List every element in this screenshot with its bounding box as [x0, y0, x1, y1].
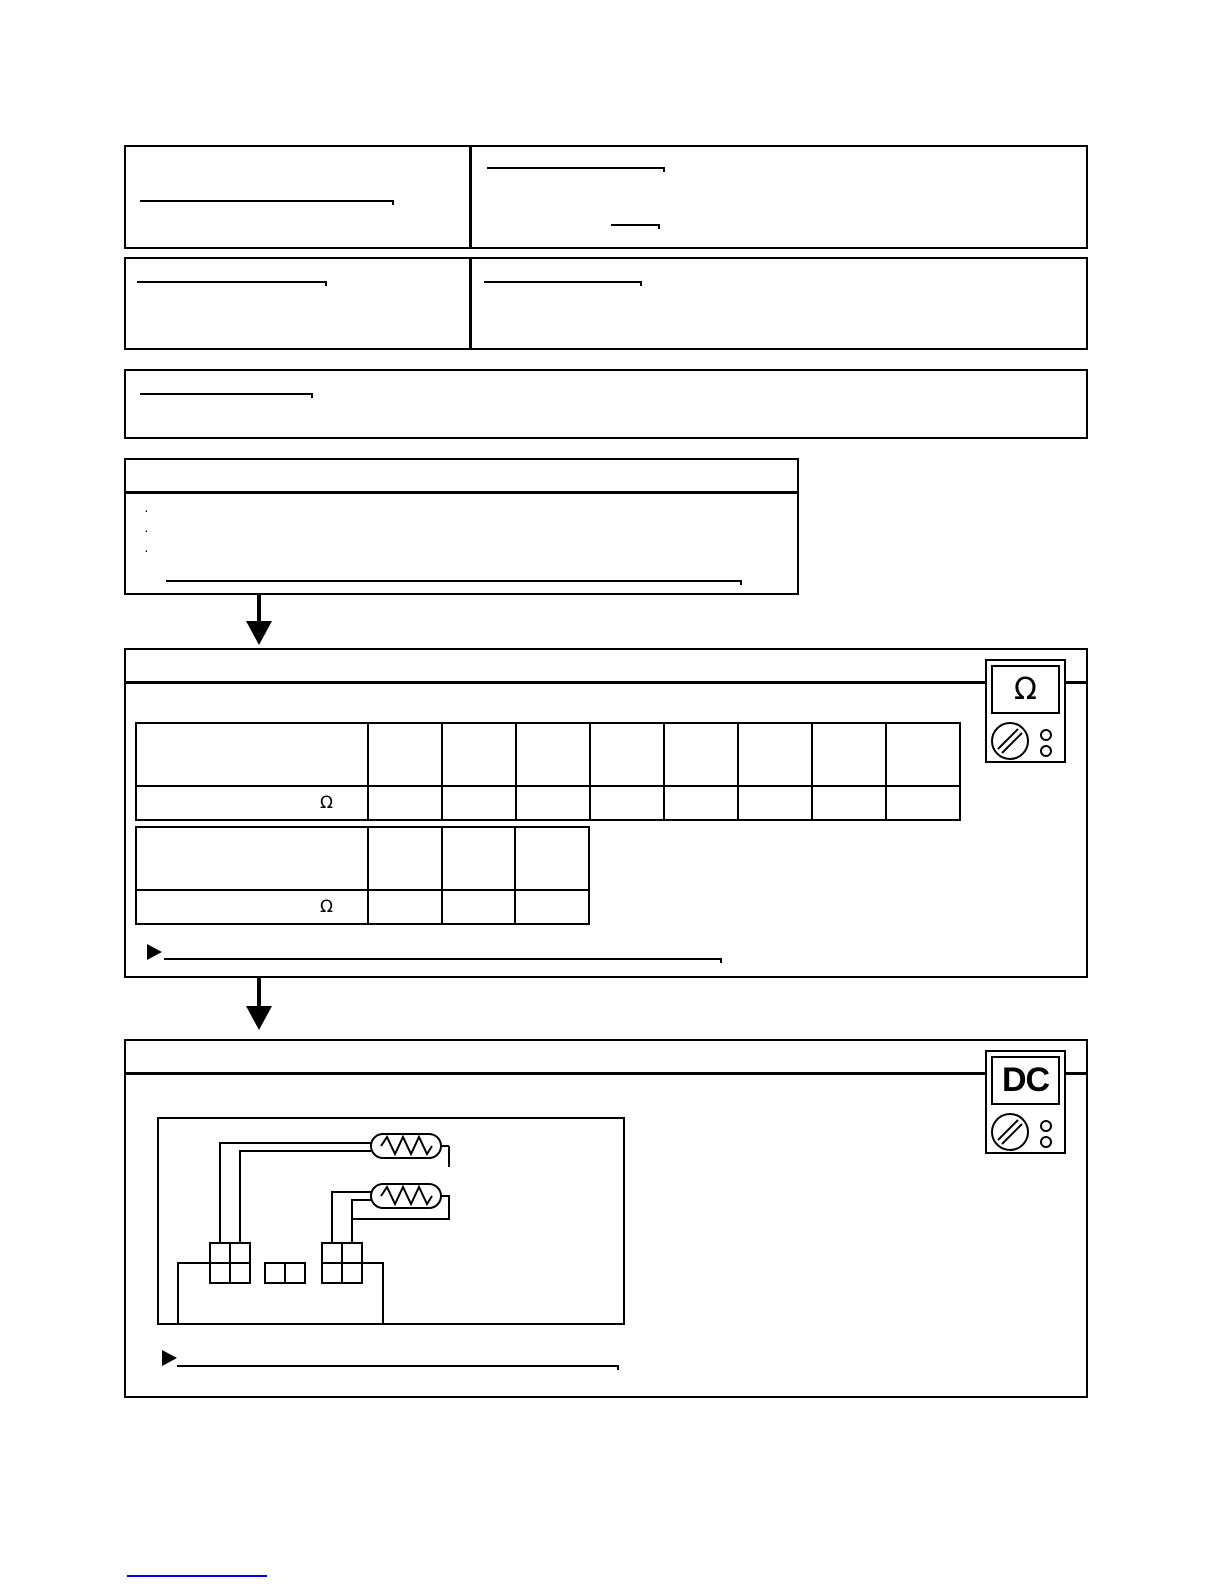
table-header-cell — [442, 827, 516, 890]
redacted-line — [611, 224, 658, 226]
header-box-top — [124, 145, 1088, 249]
dc-voltmeter-icon — [985, 1050, 1066, 1154]
ohmmeter-icon — [985, 659, 1066, 763]
lower-sensor-resistor-icon — [371, 1184, 441, 1208]
upper-sensor-resistor-icon — [371, 1134, 441, 1158]
table-cell — [516, 786, 590, 820]
table-cell — [442, 890, 516, 924]
table-header-cell — [136, 723, 368, 786]
redacted-line — [140, 393, 311, 395]
connector-right-icon — [322, 1243, 362, 1283]
step-box-1-title-rule — [125, 491, 798, 494]
selector-knob-icon — [990, 1112, 1030, 1152]
connector-middle-icon — [265, 1263, 305, 1283]
table-header-cell — [664, 723, 738, 786]
header-box-bottom — [124, 369, 1088, 439]
redacted-line — [164, 958, 720, 960]
terminal-jack-icon — [1040, 1136, 1052, 1148]
selector-knob-icon — [990, 721, 1030, 761]
terminal-jack-icon — [1040, 745, 1052, 757]
dc-label: DC — [1001, 1061, 1050, 1099]
header-divider-top — [469, 146, 472, 248]
resistance-table-2 — [135, 826, 590, 925]
header-box-middle — [124, 257, 1088, 350]
redacted-line — [140, 200, 392, 202]
table-cell — [368, 786, 442, 820]
redacted-line — [166, 580, 740, 582]
table-header-cell — [368, 827, 442, 890]
bullet-mark: · — [144, 522, 149, 538]
ohm-symbol: Ω — [1014, 672, 1037, 707]
connector-left-icon — [210, 1243, 250, 1283]
header-divider-middle — [469, 258, 472, 349]
table-cell — [886, 786, 960, 820]
redacted-line — [177, 1365, 617, 1367]
step-box-3-title-rule — [125, 1072, 985, 1075]
bullet-mark: · — [144, 542, 149, 558]
table-cell — [738, 786, 812, 820]
pointer-triangle-icon — [162, 1350, 177, 1366]
resistance-unit-label: Ω — [136, 786, 368, 820]
table-header-cell — [368, 723, 442, 786]
redacted-line — [484, 281, 640, 283]
table-header-cell — [812, 723, 886, 786]
table-cell — [664, 786, 738, 820]
step-box-3-title-rule-right — [1064, 1072, 1087, 1075]
terminal-jack-icon — [1040, 729, 1052, 741]
table-header-cell — [738, 723, 812, 786]
wiring-diagram — [157, 1117, 627, 1327]
table-header-cell — [590, 723, 664, 786]
bullet-mark: · — [144, 502, 149, 518]
terminal-jack-icon — [1040, 1120, 1052, 1132]
step-box-2-title-rule-right — [1064, 681, 1087, 684]
table-header-cell — [136, 827, 368, 890]
table-cell — [368, 890, 442, 924]
table-cell — [442, 786, 516, 820]
table-header-cell — [442, 723, 516, 786]
redacted-line — [137, 281, 325, 283]
pointer-triangle-icon — [147, 944, 162, 960]
step-box-2-title-rule — [125, 681, 985, 684]
table-header-cell — [886, 723, 960, 786]
table-header-cell — [515, 827, 589, 890]
step-box-1 — [124, 458, 799, 595]
table-cell — [515, 890, 589, 924]
table-cell — [590, 786, 664, 820]
resistance-table-1 — [135, 722, 961, 821]
footer-link-underline[interactable] — [127, 1575, 267, 1577]
redacted-line — [487, 167, 663, 169]
table-cell — [812, 786, 886, 820]
table-header-cell — [516, 723, 590, 786]
resistance-unit-label: Ω — [136, 890, 368, 924]
